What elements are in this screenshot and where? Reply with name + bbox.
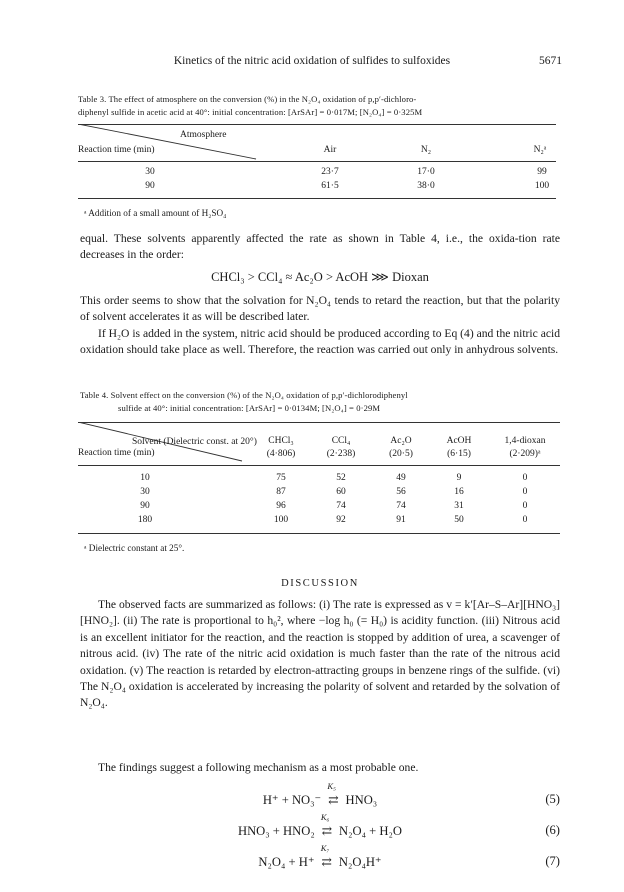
table3-col-n2: N₂ — [420, 145, 432, 155]
equation-6 — [80, 812, 560, 845]
table3-col-n2a: N₂ᵃ — [533, 145, 547, 155]
table4-col-dioxan-dielectric: (2·209)ᵃ — [509, 449, 541, 459]
table3-row2-n2: 38·0 — [417, 181, 435, 191]
table4-row4-dioxan: 0 — [522, 515, 528, 525]
table4-row1-acoh: 9 — [456, 473, 462, 483]
running-title: Kinetics of the nitric acid oxidation of sulfides to sulfoxides — [173, 55, 451, 67]
equation-6-left: HNO₃ + HNO₂ — [237, 824, 315, 838]
table4-row4-acoh: 50 — [454, 515, 464, 525]
table4-row3-acoh: 31 — [454, 501, 464, 511]
equation-6-number: (6) — [545, 823, 560, 837]
table4-row2-chcl3: 87 — [276, 487, 286, 497]
table4-row4-ac2o: 91 — [396, 515, 406, 525]
table4-header-rule — [78, 465, 560, 466]
equation-7 — [80, 843, 560, 876]
table4-col-ac2o-dielectric: (20·5) — [389, 449, 413, 459]
table4-row2-ccl4: 60 — [336, 487, 346, 497]
table3-caption-text: The effect of atmosphere on the conversion (%) in the N₂O₄ oxidation of p,p′-dichloro- — [108, 94, 417, 104]
table4-bottom-rule — [78, 533, 560, 534]
table3-caption-label: Table 3. — [78, 94, 107, 104]
table4-row2-ac2o: 56 — [396, 487, 406, 497]
table4-row4-time: 180 — [137, 515, 153, 525]
table4-row3-ccl4: 74 — [336, 501, 346, 511]
discussion-heading: DISCUSSION — [281, 578, 359, 589]
table3-caption-line2: diphenyl sulfide in acetic acid at 40°: initial concentration: [ArSAr] = 0·017M; [N₂O₄] = 0·325M — [78, 107, 423, 117]
table4-row3-time: 90 — [140, 501, 150, 511]
table4-col-acoh: AcOH — [446, 436, 472, 446]
table4-col-ccl4-dielectric: (2·238) — [326, 449, 356, 459]
table4-footnote: ᵃ Dielectric constant at 25°. — [84, 543, 185, 553]
equilibrium-arrow-icon: ⇄ K₇ — [320, 843, 332, 869]
solvent-order-expression: CHCl₃ > CCl₄ ≈ Ac₂O > AcOH ⋙ Dioxan — [211, 270, 429, 284]
equation-7-right: N₂O₄H⁺ — [338, 855, 382, 869]
table3-header-atmosphere: Atmosphere — [180, 130, 227, 140]
table4-row1-ac2o: 49 — [396, 473, 406, 483]
table4-header-reaction-time: Reaction time (min) — [78, 448, 155, 458]
table3-row1-time: 30 — [145, 167, 155, 177]
table3-bottom-rule — [78, 198, 556, 199]
equation-7-left: N₂O₄ + H⁺ — [258, 855, 315, 869]
table3-header-rule — [78, 161, 556, 162]
table3-row1-air: 23·7 — [321, 167, 339, 177]
table3-caption-line1 — [78, 93, 556, 106]
table4-row3-chcl3: 96 — [276, 501, 286, 511]
paragraph-solvation: This order seems to show that the solvation for N₂O₄ tends to retard the reaction, but that the polarity of solvent accelerates it as will be described later. — [80, 294, 560, 324]
table4-caption-line2: sulfide at 40°: initial concentration: [ArSAr] = 0·0134M; [N₂O₄] = 0·29M — [118, 403, 381, 413]
table4-row4-ccl4: 92 — [336, 515, 346, 525]
equation-5-left: H⁺ + NO₃⁻ — [262, 793, 322, 807]
table3-header-reaction-time: Reaction time (min) — [78, 145, 155, 155]
table4-col-acoh-dielectric: (6·15) — [447, 449, 471, 459]
equation-6-constant: K₆ — [320, 812, 330, 822]
equation-5 — [80, 781, 560, 814]
table4-row1-chcl3: 75 — [276, 473, 286, 483]
paragraph-solvent-order-intro: equal. These solvents apparently affected the rate as shown in Table 4, i.e., the oxida-tion rate decreases in the order: — [80, 232, 560, 262]
equation-6-right: N₂O₄ + H₂O — [339, 824, 402, 838]
table4-col-dioxan: 1,4-dioxan — [504, 436, 546, 446]
table4-header-solvent: Solvent (Dielectric const. at 20°) — [132, 437, 257, 447]
equation-5-number: (5) — [545, 792, 560, 806]
table4-row1-time: 10 — [140, 473, 150, 483]
discussion-summary-paragraph: The observed facts are summarized as follows: (i) The rate is expressed as v = k′[Ar–S–Ar][HNO₃][HNO₂]. (ii) The rate is proportional to h₀², where −log h₀ (= H₀) is acidity function. (iii) Nitrous acid is an excellent initiator for the reaction, and the reaction is stopped by addition of urea, a scavenger of nitrous acid. (iv) The rate of the nitric acid oxidation is much faster than the rate of the nitrous acid oxidation. (v) The reaction is retarded by electron-attracting groups in benzene rings of the sulfide. (vi) The N₂O₄ oxidation is accelerated by increasing the polarity of solvent and retarded by the solvation of N₂O₄. — [80, 598, 560, 710]
equilibrium-arrow-icon: ⇄ K₆ — [320, 812, 333, 838]
table4-row1-ccl4: 52 — [336, 473, 346, 483]
table4-col-chcl3-dielectric: (4·806) — [266, 449, 296, 459]
equation-7-constant: K₇ — [320, 843, 330, 853]
running-head — [0, 55, 624, 71]
equation-7-expression — [80, 843, 560, 870]
table4-col-ac2o: Ac₂O — [390, 436, 412, 446]
table4-col-ccl4: CCl₄ — [331, 436, 351, 446]
equation-6-expression — [80, 812, 560, 839]
table4-row4-chcl3: 100 — [273, 515, 289, 525]
discussion-mechanism-intro: The findings suggest a following mechanism as a most probable one. — [98, 761, 419, 774]
table3-footnote: ᵃ Addition of a small amount of H₂SO₄ — [84, 208, 227, 218]
equation-5-constant: K₅ — [327, 781, 336, 791]
equation-7-number: (7) — [545, 854, 560, 868]
table3-row2-air: 61·5 — [321, 181, 339, 191]
table3-row1-n2a: 99 — [537, 167, 547, 177]
paragraph-anhydrous: If H₂O is added in the system, nitric acid should be produced according to Eq (4) and the nitric acid oxidation should take place as well. Therefore, the reaction was carried out only in anhydrous solvents. — [80, 327, 560, 357]
table4-row1-dioxan: 0 — [522, 473, 528, 483]
table4-row2-dioxan: 0 — [522, 487, 528, 497]
table3-row2-n2a: 100 — [534, 181, 550, 191]
table4-row3-dioxan: 0 — [522, 501, 528, 511]
equation-5-right: HNO₃ — [345, 793, 378, 807]
page-number: 5671 — [539, 55, 562, 67]
equilibrium-arrow-icon: ⇄ K₅ — [327, 781, 339, 807]
equation-5-expression — [80, 781, 560, 808]
table4-row3-ac2o: 74 — [396, 501, 406, 511]
table4-col-chcl3: CHCl₃ — [268, 436, 294, 446]
table4-row2-time: 30 — [140, 487, 150, 497]
table3-row1-n2: 17·0 — [417, 167, 435, 177]
table3-col-air: Air — [323, 145, 337, 155]
table4-caption-line1: Table 4. Solvent effect on the conversion (%) of the N₂O₄ oxidation of p,p′-dichlorodiphenyl — [80, 390, 408, 400]
table3-row2-time: 90 — [145, 181, 155, 191]
table4-row2-acoh: 16 — [454, 487, 464, 497]
